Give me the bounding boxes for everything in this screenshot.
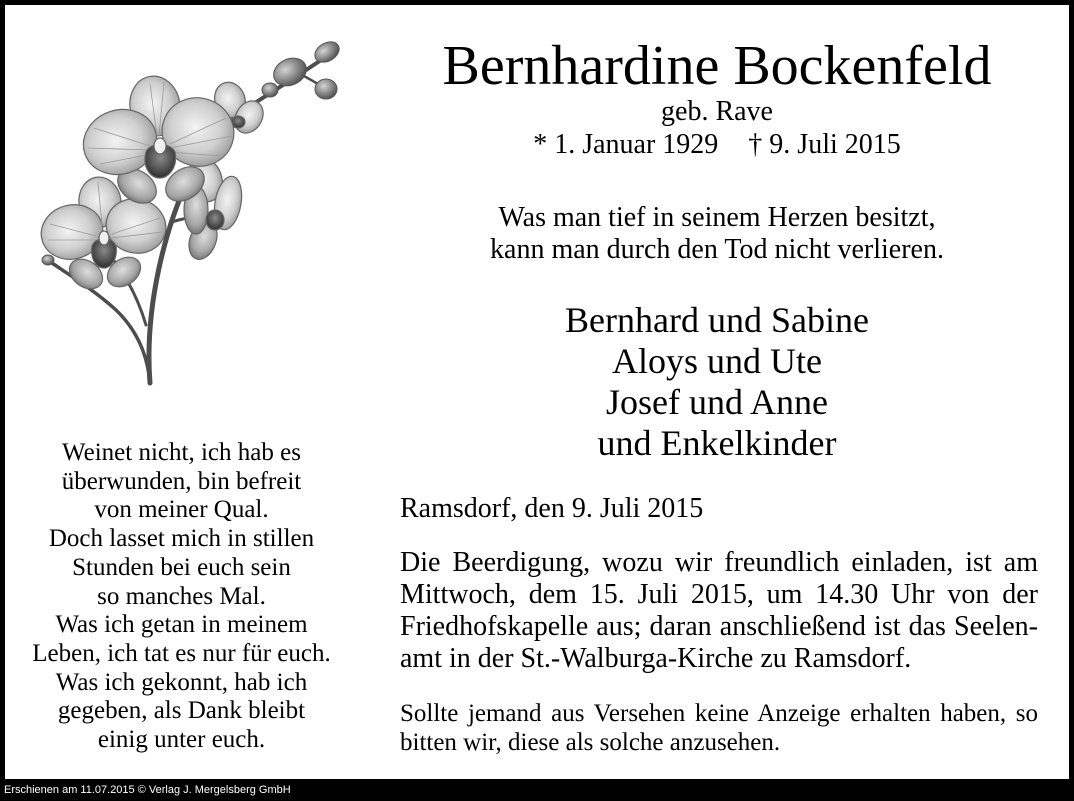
poem-line: von meiner Qual.: [94, 496, 269, 524]
poem-line: Was ich gekonnt, hab ich: [55, 668, 308, 696]
poem-line: Weinet nicht, ich hab es: [62, 439, 301, 466]
poem-line: gegeben, als Dank bleibt: [57, 697, 306, 725]
mourner-line: Aloys und Ute: [612, 341, 822, 381]
poem-line: einig unter euch.: [97, 726, 266, 754]
life-dates: [396, 128, 1038, 161]
funeral-text-line: Friedhofskapelle aus; daran anschließend ist das Seelen-: [400, 611, 1038, 642]
funeral-text-line: Mittwoch, dem 15. Juli 2015, um 14.30 Uhr von der: [400, 579, 1038, 610]
quote-line: kann man durch den Tod nicht verlieren.: [490, 234, 944, 265]
note-line: Sollte jemand aus Versehen keine Anzeige erhalten haben, so: [400, 700, 1038, 727]
mourner-line: Bernhard und Sabine: [565, 300, 869, 340]
life-details: [396, 95, 1038, 161]
place-date: Ramsdorf, den 9. Juli 2015: [400, 493, 704, 524]
poem-line: so manches Mal.: [97, 582, 266, 610]
poem-line: Doch lasset mich in stillen: [48, 525, 315, 553]
maiden-name: geb. Rave: [661, 96, 773, 127]
mourners-list: [396, 300, 1038, 464]
poem-line: Stunden bei euch sein: [72, 553, 291, 581]
poem-line: Leben, ich tat es nur für euch.: [32, 639, 331, 667]
funeral-text-line: Die Beerdigung, wozu wir freundlich einladen, ist am: [400, 547, 1038, 578]
note-line: bitten wir, diese als solche anzusehen.: [400, 729, 781, 756]
death-date: † 9. Juli 2015: [748, 129, 901, 160]
funeral-text-line: amt in der St.-Walburga-Kirche zu Ramsdorf.: [400, 643, 912, 674]
memorial-quote: [396, 202, 1038, 266]
mourner-line: und Enkelkinder: [597, 423, 837, 463]
orchid-illustration: [0, 0, 380, 400]
deceased-name: Bernhardine Bockenfeld: [442, 35, 992, 97]
birth-date: * 1. Januar 1929: [533, 129, 719, 160]
poem: [0, 439, 363, 755]
notice-note: [400, 699, 1038, 757]
funeral-text: [400, 547, 1038, 675]
poem-line: überwunden, bin befreit: [61, 467, 302, 495]
publication-footer: Erschienen am 11.07.2015 © Verlag J. Mergelsberg GmbH: [0, 779, 1074, 801]
mourner-line: Josef und Anne: [606, 382, 828, 422]
poem-line: Was ich getan in meinem: [55, 611, 308, 639]
quote-line: Was man tief in seinem Herzen besitzt,: [498, 202, 936, 233]
